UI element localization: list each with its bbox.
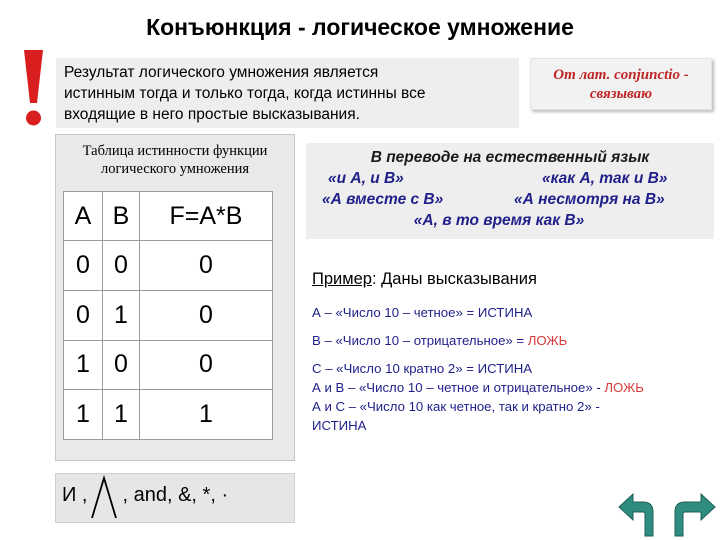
- statement-value: ЛОЖЬ: [527, 333, 568, 348]
- statement-b: [312, 333, 567, 348]
- latin-note-line: От лат. conjunctio -: [553, 67, 689, 83]
- statement-text: В – «Число 10 – отрицательное» =: [312, 333, 528, 348]
- statement-text: А и В – «Число 10 – четное и отрицательное» -: [312, 380, 605, 395]
- statement-text: А – «Число 10 – четное» =: [312, 305, 478, 320]
- statement-value: ЛОЖЬ: [604, 380, 644, 395]
- translation-phrase: «А несмотря на В»: [514, 191, 665, 208]
- statement-a-and-b: [312, 380, 644, 395]
- translation-box: [306, 143, 714, 239]
- translation-phrase: «как А, так и В»: [542, 170, 668, 187]
- caption-line: Таблица истинности функции: [82, 143, 268, 159]
- operator-suffix: , and, &, *, ·: [122, 484, 229, 506]
- translation-phrase: «А, в то время как В»: [413, 212, 585, 229]
- table-row: [64, 340, 273, 390]
- statement-a: [312, 305, 532, 320]
- page-title: Конъюнкция - логическое умножение: [146, 14, 574, 40]
- truth-table: [63, 191, 273, 440]
- example-heading: [312, 270, 537, 289]
- translation-heading: В переводе на естественный язык: [370, 149, 650, 166]
- definition-box: [56, 58, 519, 128]
- header-f: F=A*B: [140, 192, 273, 241]
- forward-arrow-icon[interactable]: [675, 494, 715, 536]
- statement-a-and-c: [312, 399, 600, 414]
- cell-f: 0: [140, 290, 273, 340]
- table-row: [64, 241, 273, 291]
- cell-b: 1: [103, 290, 140, 340]
- cell-f: 0: [140, 241, 273, 291]
- cell-a: 0: [64, 290, 103, 340]
- statement-value: ИСТИНА: [477, 305, 533, 320]
- table-header-row: [64, 192, 273, 241]
- truth-table-caption: [55, 142, 295, 178]
- statement-a-and-c-value: [312, 418, 366, 433]
- example-label: Пример: [312, 270, 372, 288]
- operator-prefix: И ,: [62, 484, 88, 506]
- definition-line: входящие в него простые высказывания.: [64, 106, 360, 123]
- translation-phrase: «А вместе с В»: [322, 191, 444, 208]
- definition-line: истинным тогда и только тогда, когда истинны все: [64, 85, 426, 102]
- wedge-and-icon: [89, 474, 119, 522]
- navigation-arrows: [617, 486, 717, 538]
- latin-origin-note: [530, 58, 712, 110]
- statement-value: ИСТИНА: [312, 418, 367, 433]
- operator-notations: [62, 484, 228, 507]
- statement-text: С – «Число 10 кратно 2» =: [312, 361, 478, 376]
- cell-b: 0: [103, 241, 140, 291]
- table-row: [64, 390, 273, 440]
- cell-f: 0: [140, 340, 273, 390]
- cell-a: 0: [64, 241, 103, 291]
- cell-f: 1: [140, 390, 273, 440]
- return-arrow-icon[interactable]: [619, 494, 653, 536]
- header-b: B: [103, 192, 140, 241]
- cell-b: 0: [103, 340, 140, 390]
- example-text: : Даны высказывания: [371, 270, 537, 288]
- cell-a: 1: [64, 340, 103, 390]
- table-row: [64, 290, 273, 340]
- statement-c: [312, 361, 532, 376]
- statement-text: А и С – «Число 10 как четное, так и кратно 2» -: [312, 399, 600, 414]
- header-a: A: [64, 192, 103, 241]
- caption-line: логического умножения: [100, 161, 250, 177]
- cell-b: 1: [103, 390, 140, 440]
- exclamation-icon: [16, 48, 50, 128]
- latin-note-line: связываю: [589, 86, 653, 102]
- definition-line: Результат логического умножения является: [64, 64, 379, 81]
- statement-value: ИСТИНА: [477, 361, 533, 376]
- cell-a: 1: [64, 390, 103, 440]
- translation-phrase: «и А, и В»: [328, 170, 404, 187]
